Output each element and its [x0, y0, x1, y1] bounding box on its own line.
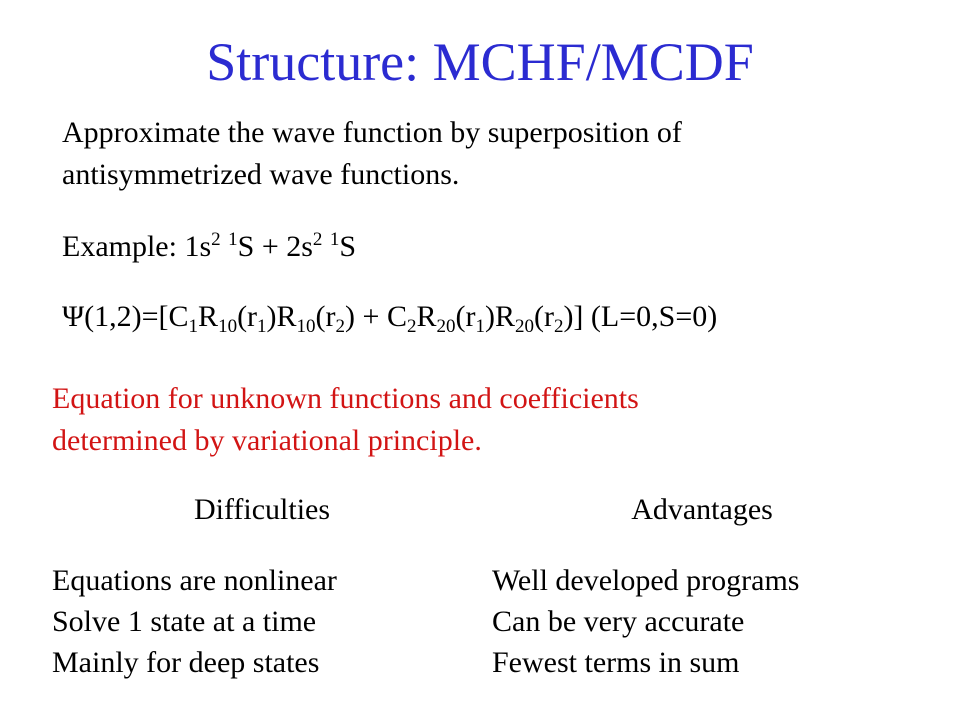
example-line — [62, 226, 922, 268]
advantages-list — [492, 560, 932, 683]
wf-part: )R — [484, 300, 515, 333]
wf-part: (r — [315, 300, 336, 333]
wf-part: (r — [455, 300, 476, 333]
example-term-2-end: S — [339, 230, 357, 263]
example-sup-1: 2 — [211, 229, 221, 250]
wf-sub: 2 — [406, 316, 417, 337]
advantage-item: Can be very accurate — [492, 605, 745, 638]
intro-line-1: Approximate the wave function by superposition of — [62, 116, 682, 149]
wf-part: (r — [237, 300, 258, 333]
wf-sub: 2 — [553, 316, 564, 337]
example-space-2 — [322, 230, 330, 263]
intro-paragraph — [62, 112, 922, 196]
wf-part: R — [416, 300, 437, 333]
example-term-1-end: S + 2s — [237, 230, 313, 263]
difficulties-list — [52, 560, 472, 683]
wf-part: (r — [533, 300, 554, 333]
wf-sub: 1 — [475, 316, 485, 337]
wf-part: Ψ(1,2)=[C — [62, 300, 189, 333]
example-label: Example: 1s — [62, 230, 212, 263]
slide-title: Structure: MCHF/MCDF — [206, 32, 754, 92]
wf-sub: 10 — [296, 316, 316, 337]
variational-paragraph — [52, 378, 932, 462]
wf-sub: 1 — [257, 316, 267, 337]
advantages-heading: Advantages — [631, 493, 773, 526]
difficulty-item: Solve 1 state at a time — [52, 605, 317, 638]
wf-sub: 1 — [188, 316, 199, 337]
variational-line-1: Equation for unknown functions and coefficients — [52, 382, 639, 415]
wf-sub: 2 — [335, 316, 346, 337]
wf-sub: 10 — [218, 316, 238, 337]
wf-part: R — [198, 300, 219, 333]
example-sup-4: 1 — [329, 229, 340, 250]
difficulties-heading: Difficulties — [193, 493, 331, 526]
wf-part: )] (L=0,S=0) — [563, 300, 718, 333]
wf-part: ) + C — [345, 300, 407, 333]
wf-sub: 20 — [514, 316, 534, 337]
example-sup-3: 2 — [312, 229, 323, 250]
advantage-item: Well developed programs — [492, 564, 800, 597]
wavefunction-equation — [62, 296, 922, 338]
wf-part: )R — [266, 300, 297, 333]
variational-line-2: determined by variational principle. — [52, 424, 482, 457]
difficulty-item: Mainly for deep states — [52, 646, 320, 679]
wf-sub: 20 — [436, 316, 456, 337]
intro-line-2: antisymmetrized wave functions. — [62, 158, 460, 191]
example-sup-2: 1 — [228, 229, 238, 250]
difficulty-item: Equations are nonlinear — [52, 564, 337, 597]
advantage-item: Fewest terms in sum — [492, 646, 740, 679]
